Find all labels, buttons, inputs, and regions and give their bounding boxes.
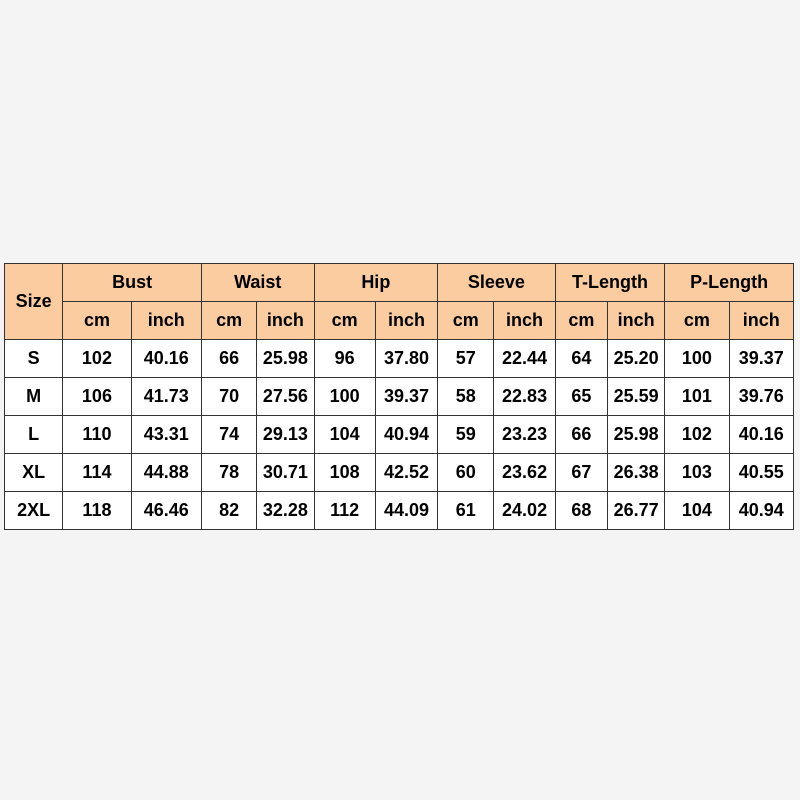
measurement-cell: 29.13	[257, 416, 314, 454]
measurement-cell: 40.16	[131, 340, 201, 378]
measurement-cell: 32.28	[257, 492, 314, 530]
measurement-cell: 40.16	[729, 416, 793, 454]
measurement-cell: 112	[314, 492, 375, 530]
size-cell: XL	[5, 454, 63, 492]
measurement-cell: 30.71	[257, 454, 314, 492]
measurement-cell: 103	[665, 454, 729, 492]
size-chart-body	[5, 340, 794, 530]
measurement-cell: 60	[438, 454, 494, 492]
unit-header-cm: cm	[438, 302, 494, 340]
unit-header-cm: cm	[555, 302, 607, 340]
measurement-cell: 25.20	[607, 340, 664, 378]
measurement-cell: 22.44	[494, 340, 555, 378]
unit-header-inch: inch	[607, 302, 664, 340]
table-row	[5, 492, 794, 530]
measurement-cell: 66	[201, 340, 256, 378]
measurement-cell: 110	[63, 416, 131, 454]
table-row	[5, 378, 794, 416]
measurement-cell: 102	[63, 340, 131, 378]
measurement-cell: 104	[314, 416, 375, 454]
measurement-cell: 114	[63, 454, 131, 492]
measurement-cell: 27.56	[257, 378, 314, 416]
measurement-cell: 22.83	[494, 378, 555, 416]
measurement-header-waist: Waist	[201, 264, 314, 302]
size-cell: 2XL	[5, 492, 63, 530]
measurement-cell: 39.37	[729, 340, 793, 378]
measurement-cell: 106	[63, 378, 131, 416]
table-row	[5, 454, 794, 492]
measurement-header-sleeve: Sleeve	[438, 264, 556, 302]
measurement-cell: 23.62	[494, 454, 555, 492]
measurement-cell: 118	[63, 492, 131, 530]
measurement-cell: 67	[555, 454, 607, 492]
measurement-cell: 39.37	[375, 378, 437, 416]
unit-header-cm: cm	[665, 302, 729, 340]
measurement-cell: 74	[201, 416, 256, 454]
measurement-cell: 57	[438, 340, 494, 378]
measurement-cell: 44.88	[131, 454, 201, 492]
unit-header-cm: cm	[63, 302, 131, 340]
measurement-cell: 101	[665, 378, 729, 416]
measurement-cell: 82	[201, 492, 256, 530]
measurement-cell: 40.55	[729, 454, 793, 492]
unit-header-inch: inch	[494, 302, 555, 340]
size-cell: S	[5, 340, 63, 378]
measurement-cell: 66	[555, 416, 607, 454]
measurement-header-hip: Hip	[314, 264, 438, 302]
measurement-cell: 40.94	[375, 416, 437, 454]
unit-header-inch: inch	[257, 302, 314, 340]
measurement-cell: 39.76	[729, 378, 793, 416]
size-column-header: Size	[5, 264, 63, 340]
table-row	[5, 340, 794, 378]
measurement-cell: 44.09	[375, 492, 437, 530]
measurement-header-bust: Bust	[63, 264, 202, 302]
size-chart-header	[5, 264, 794, 340]
measurement-cell: 25.98	[257, 340, 314, 378]
measurement-cell: 65	[555, 378, 607, 416]
unit-header-cm: cm	[201, 302, 256, 340]
measurement-cell: 64	[555, 340, 607, 378]
measurement-cell: 100	[314, 378, 375, 416]
size-chart-table	[4, 263, 794, 530]
measurement-cell: 41.73	[131, 378, 201, 416]
measurement-cell: 25.59	[607, 378, 664, 416]
measurement-cell: 25.98	[607, 416, 664, 454]
measurement-cell: 40.94	[729, 492, 793, 530]
measurement-cell: 61	[438, 492, 494, 530]
measurement-cell: 46.46	[131, 492, 201, 530]
measurement-cell: 108	[314, 454, 375, 492]
measurement-header-t-length: T-Length	[555, 264, 665, 302]
unit-header-inch: inch	[131, 302, 201, 340]
unit-header-row	[5, 302, 794, 340]
table-row	[5, 416, 794, 454]
measurement-cell: 37.80	[375, 340, 437, 378]
measurement-cell: 26.38	[607, 454, 664, 492]
measurement-cell: 42.52	[375, 454, 437, 492]
measurement-cell: 102	[665, 416, 729, 454]
measurement-cell: 59	[438, 416, 494, 454]
unit-header-inch: inch	[375, 302, 437, 340]
measurement-cell: 24.02	[494, 492, 555, 530]
measurement-cell: 96	[314, 340, 375, 378]
size-cell: L	[5, 416, 63, 454]
measurement-cell: 58	[438, 378, 494, 416]
size-cell: M	[5, 378, 63, 416]
unit-header-inch: inch	[729, 302, 793, 340]
measurement-header-p-length: P-Length	[665, 264, 794, 302]
measurement-cell: 78	[201, 454, 256, 492]
measurement-cell: 26.77	[607, 492, 664, 530]
measurement-cell: 100	[665, 340, 729, 378]
measurement-cell: 70	[201, 378, 256, 416]
measurement-cell: 23.23	[494, 416, 555, 454]
unit-header-cm: cm	[314, 302, 375, 340]
measurement-cell: 43.31	[131, 416, 201, 454]
measurement-header-row	[5, 264, 794, 302]
measurement-cell: 104	[665, 492, 729, 530]
measurement-cell: 68	[555, 492, 607, 530]
